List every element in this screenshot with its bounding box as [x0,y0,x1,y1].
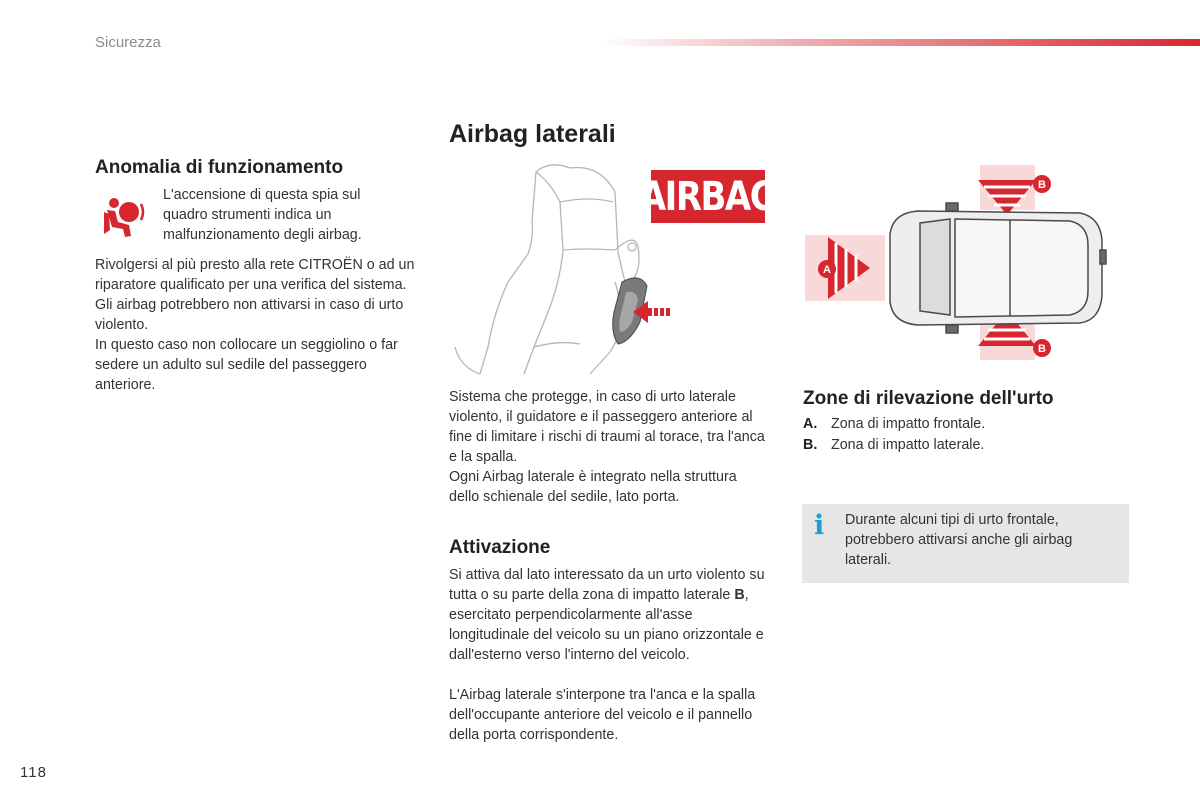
anomaly-heading: Anomalia di funzionamento [95,157,344,178]
zone-b-ref: B [734,587,745,603]
activation-heading: Attivazione [449,537,551,558]
info-note [802,504,1129,583]
info-note-text: Durante alcuni tipi di urto frontale, potrebbero attivarsi anche gli airbag laterali. [845,512,1073,568]
side-airbag-description: Sistema che protegge, in caso di urto laterale violento, il guidatore e il passeggero anteriore al fine di limitare i rischi di traumi al torace, tra l'anca e la spalla. [449,389,765,465]
header-accent-bar [600,39,1200,46]
list-item [803,435,984,456]
activation-text-part: Si attiva dal lato interessato da un urto violento su tutta o su parte della zona di impatto laterale [449,567,765,603]
detection-zones-heading: Zone di rilevazione dell'urto [803,388,1054,409]
activation-text [449,565,769,665]
impact-zones-diagram [800,165,1130,365]
list-text: Zona di impatto frontale. [831,416,986,432]
activation-text-part: , esercitato perpendicolarmente all'asse longitudinale del veicolo su un piano orizzontale e dall'esterno verso l'interno del veicolo. [449,587,764,663]
zone-b-marker-top: B [1038,179,1046,191]
section-title: Sicurezza [95,34,161,51]
airbag-warning-icon [98,192,148,242]
anomaly-paragraph-2: In questo caso non collocare un seggiolino o far sedere un adulto sul sedile del passeggero anteriore. [95,337,398,393]
warning-light-text: L'accensione di questa spia sul quadro strumenti indica un malfunzionamento degli airbag. [163,187,362,243]
page-number: 118 [20,764,47,781]
list-text: Zona di impatto laterale. [831,437,985,453]
activation-text-2: L'Airbag laterale s'interpone tra l'anca e la spalla dell'occupante anteriore del veicolo e il pannello della porta corrispondente. [449,687,756,743]
page-title: Airbag laterali [449,120,616,148]
info-icon: i [814,510,825,541]
zone-a-marker: A [823,264,831,276]
list-key: B. [803,437,818,453]
seat-illustration [450,162,670,377]
side-airbag-integration: Ogni Airbag laterale è integrato nella struttura dello schienale del sedile, lato porta. [449,469,737,505]
list-item [803,414,985,435]
airbag-badge [639,170,777,223]
airbag-badge-label: AIRBAG [639,172,777,221]
zone-b-marker-bottom: B [1038,343,1046,355]
anomaly-paragraph-1: Rivolgersi al più presto alla rete CITROËN o ad un riparatore qualificato per una verifica del sistema. Gli airbag potrebbero non attivarsi in caso di urto violento. [95,257,415,333]
list-key: A. [803,416,818,432]
